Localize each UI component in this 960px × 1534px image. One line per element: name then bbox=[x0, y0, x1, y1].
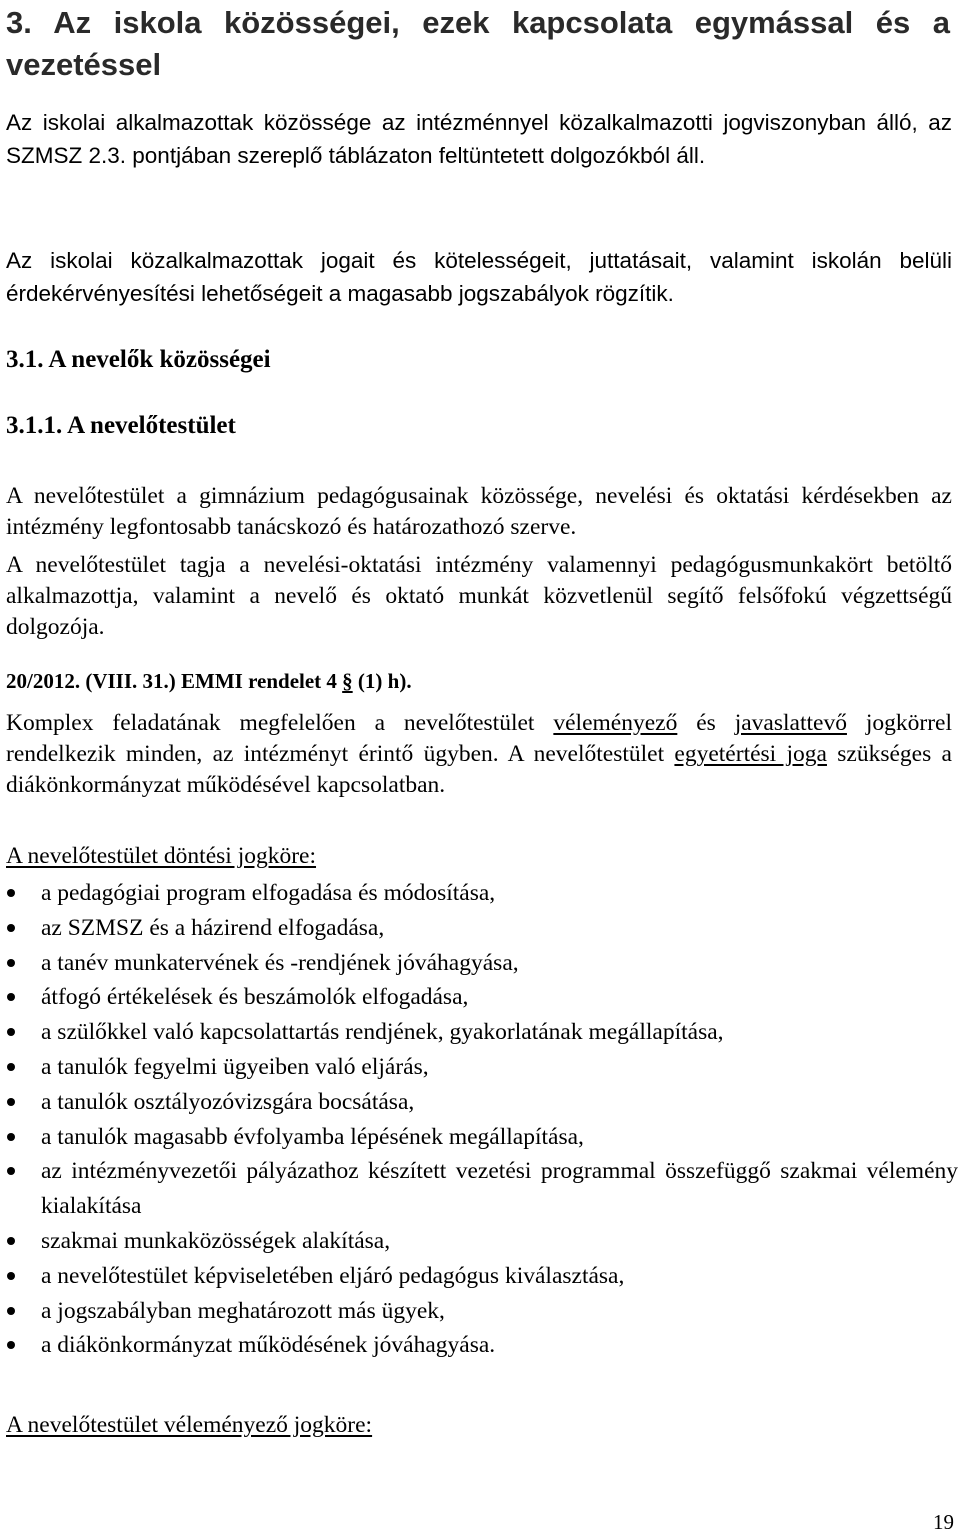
rights-egyetertesi-jog: egyetértési joga bbox=[674, 741, 827, 767]
rights-text-4: szükséges a diákönkormányzat működésével kapcsolatban. bbox=[6, 741, 952, 798]
list-item: a pedagógiai program elfogadása és módosítása, bbox=[0, 876, 958, 911]
rights-paragraph bbox=[6, 708, 952, 801]
legal-reference-text: 20/2012. (VIII. 31.) EMMI rendelet 4 bbox=[6, 669, 337, 693]
bullet-icon bbox=[7, 1307, 15, 1315]
section-heading: 3. Az iskola közösségei, ezek kapcsolata egymással és a vezetéssel bbox=[6, 5, 950, 82]
legal-reference-suffix: (1) h). bbox=[352, 669, 412, 693]
bullet-icon bbox=[7, 924, 15, 932]
rights-text-3: jogkörrel rendelkezik minden, az intézményt érintő ügyben. A nevelőtestület bbox=[6, 710, 952, 767]
list-item: az SZMSZ és a házirend elfogadása, bbox=[0, 911, 958, 946]
bullet-icon bbox=[7, 959, 15, 967]
page-number: 19 bbox=[933, 1510, 954, 1534]
bullet-icon bbox=[7, 1063, 15, 1071]
nevelotestulet-definition: A nevelőtestület a gimnázium pedagógusainak közössége, nevelési és oktatási kérdésekben az intézmény legfontosabb tanácskozó és határozathozó szerve. bbox=[6, 483, 952, 540]
bullet-icon bbox=[7, 889, 15, 897]
paragraph-sign: § bbox=[342, 669, 353, 693]
legal-reference bbox=[6, 667, 412, 695]
list-item: a tanulók fegyelmi ügyeiben való eljárás, bbox=[0, 1050, 958, 1085]
bullet-icon bbox=[7, 1272, 15, 1280]
intro-paragraph-1: Az iskolai alkalmazottak közössége az intézménnyel közalkalmazotti jogviszonyban álló, az SZMSZ 2.3. pontjában szereplő táblázaton feltüntetett dolgozókból áll. bbox=[6, 110, 952, 168]
list-item: átfogó értékelések és beszámolók elfogadása, bbox=[0, 980, 958, 1015]
sub-subsection-heading: 3.1.1. A nevelőtestület bbox=[6, 412, 236, 439]
list-item: szakmai munkaközösségek alakítása, bbox=[0, 1224, 958, 1259]
list-item: a diákönkormányzat működésének jóváhagyása. bbox=[0, 1328, 958, 1363]
list-item: a tanulók osztályozóvizsgára bocsátása, bbox=[0, 1085, 958, 1120]
list-item: a jogszabályban meghatározott más ügyek, bbox=[0, 1294, 958, 1329]
rights-javaslattevo: javaslattevő bbox=[734, 710, 847, 736]
rights-veleminyezo: véleményező bbox=[553, 710, 678, 736]
list-item: a nevelőtestület képviseletében eljáró pedagógus kiválasztása, bbox=[0, 1259, 958, 1294]
list-item: az intézményvezetői pályázathoz készített vezetési programmal összefüggő szakmai vélemény kialakítása bbox=[0, 1154, 958, 1224]
opinion-rights-title: A nevelőtestület véleményező jogköre: bbox=[6, 1412, 373, 1438]
bullet-icon bbox=[7, 1237, 15, 1245]
decision-rights-list bbox=[0, 876, 958, 1363]
bullet-icon bbox=[7, 1028, 15, 1036]
list-item: a tanév munkatervének és -rendjének jóváhagyása, bbox=[0, 946, 958, 981]
list-item: a szülőkkel való kapcsolattartás rendjének, gyakorlatának megállapítása, bbox=[0, 1015, 958, 1050]
bullet-icon bbox=[7, 993, 15, 1001]
bullet-icon bbox=[7, 1167, 15, 1175]
bullet-icon bbox=[7, 1098, 15, 1106]
bullet-icon bbox=[7, 1341, 15, 1349]
rights-text-2: és bbox=[677, 710, 735, 736]
intro-paragraph-2: Az iskolai közalkalmazottak jogait és kötelességeit, juttatásait, valamint iskolán belüli érdekérvényesítési lehetőségeit a magasabb jogszabályok rögzítik. bbox=[6, 248, 952, 306]
subsection-heading: 3.1. A nevelők közösségei bbox=[6, 346, 271, 373]
rights-text-1: Komplex feladatának megfelelően a nevelőtestület bbox=[6, 710, 554, 736]
nevelotestulet-members: A nevelőtestület tagja a nevelési-oktatási intézmény valamennyi pedagógusmunkakört betöltő alkalmazottja, valamint a nevelő és oktató munkát közvetlenül segítő felsőfokú végzettségű dolgozója. bbox=[6, 552, 952, 640]
bullet-icon bbox=[7, 1133, 15, 1141]
list-item: a tanulók magasabb évfolyamba lépésének megállapítása, bbox=[0, 1120, 958, 1155]
decision-rights-title: A nevelőtestület döntési jogköre: bbox=[6, 843, 317, 869]
